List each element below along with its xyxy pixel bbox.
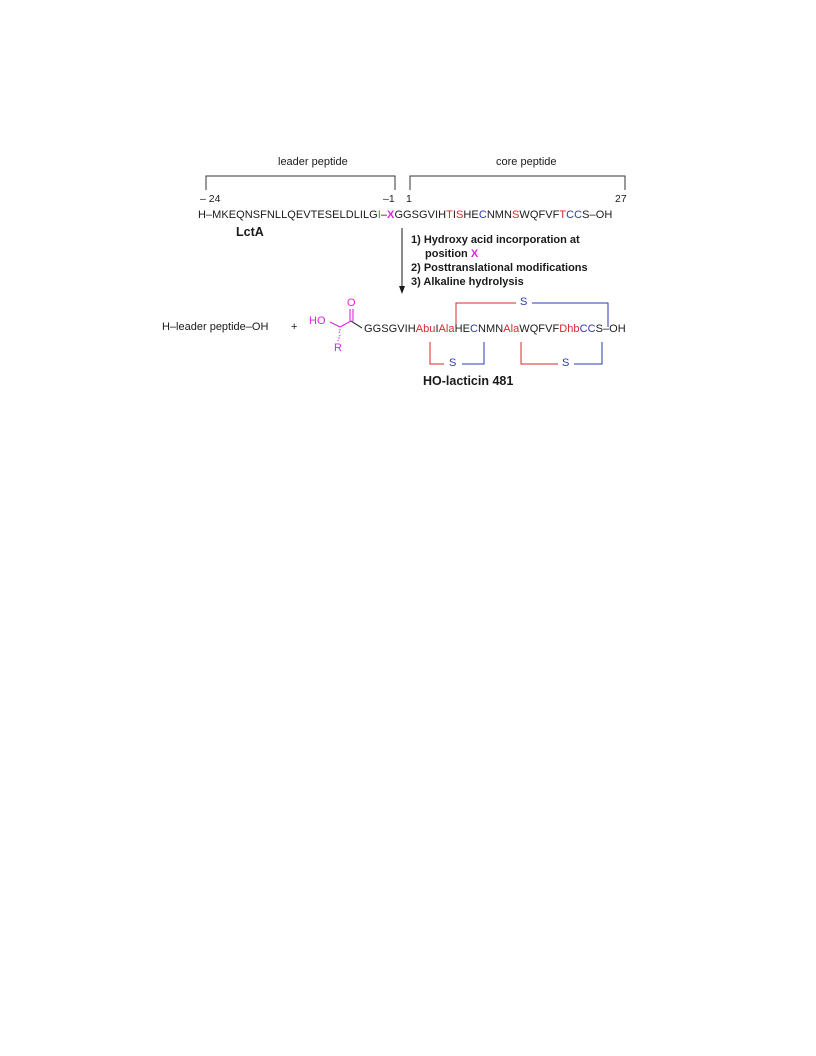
leader-peptide-label: leader peptide	[278, 156, 348, 168]
bridge-left-blue	[462, 342, 484, 364]
position-leader-end: –1	[383, 193, 395, 205]
position-core-end: 27	[615, 193, 627, 205]
step-1-x: X	[470, 248, 479, 260]
bridge-sulfur-right: S	[562, 357, 570, 369]
step-1-continued	[425, 248, 478, 260]
precursor-name: LctA	[236, 225, 264, 239]
product-residue-i: I	[435, 323, 439, 335]
product-residues-cc: CC	[579, 323, 596, 335]
residue-s-end: S	[582, 209, 590, 221]
product-residue-c: C	[470, 323, 478, 335]
residues-cc: CC	[566, 209, 583, 221]
plus-sign: +	[291, 321, 298, 333]
residue-t2: T	[559, 209, 567, 221]
leader-last-residue: I	[377, 209, 381, 221]
product-residue-s-end: S	[595, 323, 603, 335]
core-seq-a: GGSGVIH	[394, 209, 447, 221]
residue-abu: Abu	[415, 323, 436, 335]
bridge-sulfur-top: S	[520, 296, 528, 308]
oh-terminus: –OH	[589, 209, 613, 221]
precursor-sequence	[198, 209, 612, 221]
residue-dhb: Dhb	[559, 323, 580, 335]
product-residues-nmn: NMN	[478, 323, 504, 335]
carbonyl-oxygen: O	[347, 297, 356, 309]
bridge-right-blue	[574, 342, 602, 364]
linker-dash: –	[380, 209, 388, 221]
residue-ala-1: Ala	[438, 323, 455, 335]
position-core-start: 1	[406, 193, 412, 205]
r-group: R	[334, 342, 342, 354]
core-bracket	[410, 176, 625, 190]
bridge-left-red	[430, 342, 444, 364]
step-1-position-text: position	[425, 248, 468, 260]
free-leader-peptide: H–leader peptide–OH	[162, 321, 269, 333]
hydroxy-group: HO	[309, 315, 326, 327]
product-name: HO-lacticin 481	[423, 374, 514, 388]
position-leader-start: – 24	[200, 193, 221, 205]
residues-nmn: NMN	[486, 209, 513, 221]
step-2: 2) Posttranslational modifications	[411, 262, 588, 274]
product-sequence	[364, 323, 626, 335]
x-residue: X	[387, 209, 395, 221]
residue-ala-2: Ala	[503, 323, 520, 335]
residue-s1: S	[456, 209, 464, 221]
residue-i1: I	[452, 209, 457, 221]
residues-he: HE	[463, 209, 479, 221]
h-prefix: H–	[198, 209, 213, 221]
residue-t1: T	[446, 209, 453, 221]
bridge-right-red	[521, 342, 558, 364]
residue-s2: S	[512, 209, 520, 221]
core-seq-b: WQFVF	[519, 209, 560, 221]
core-peptide-label: core peptide	[496, 156, 557, 168]
leader-bracket	[206, 176, 395, 190]
product-oh-terminus: –OH	[602, 323, 626, 335]
product-core-b: WQFVF	[519, 323, 560, 335]
hydroxy-acid-skeleton	[330, 309, 362, 341]
step-3: 3) Alkaline hydrolysis	[411, 276, 524, 288]
product-residues-he: HE	[454, 323, 470, 335]
product-core-a: GGSGVIH	[364, 323, 416, 335]
residue-c1: C	[478, 209, 487, 221]
step-1: 1) Hydroxy acid incorporation at	[411, 234, 580, 246]
leader-sequence: MKEQNSFNLLQEVTESELDLILG	[212, 209, 378, 221]
bridge-sulfur-left: S	[449, 357, 457, 369]
reaction-arrow-head	[399, 286, 405, 294]
